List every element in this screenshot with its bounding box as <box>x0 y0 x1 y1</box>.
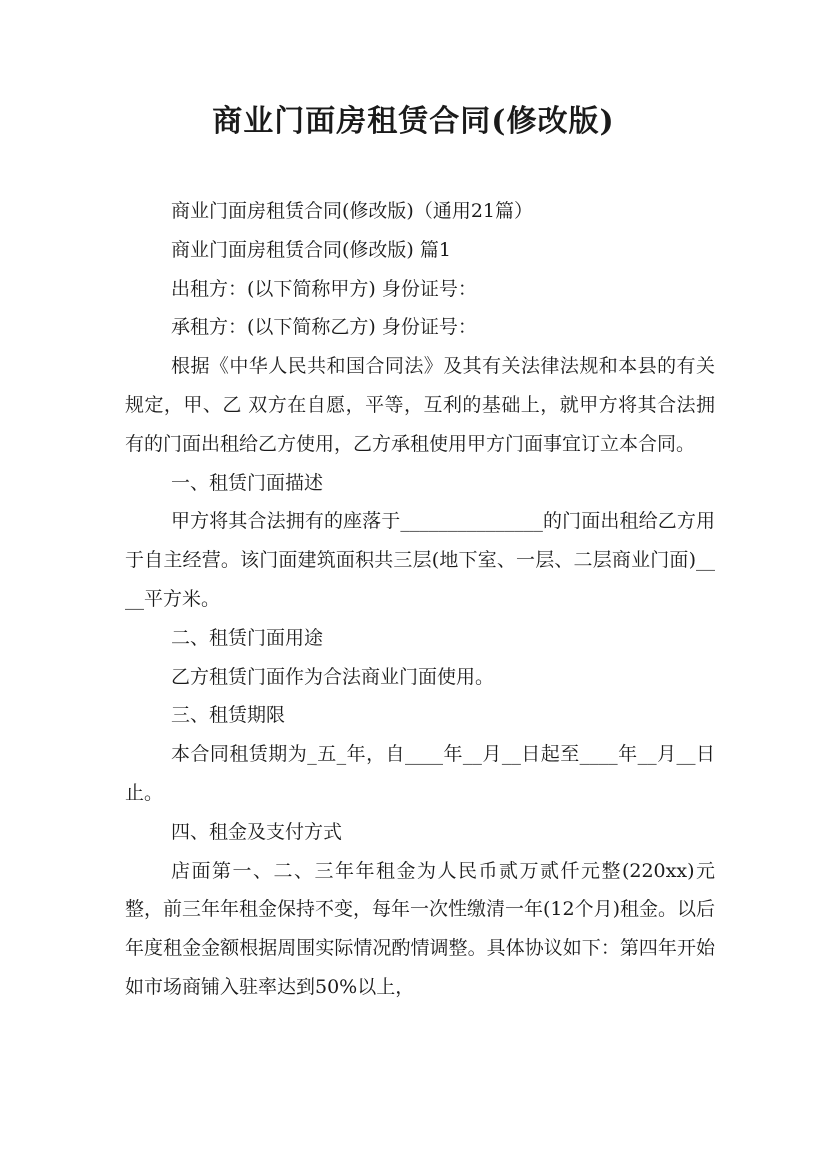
paragraph-clause-1: 甲方将其合法拥有的座落于_______________的门面出租给乙方用于自主经营。该门面建筑面积共三层(地下室、一层、二层商业门面)____平方米。 <box>125 510 715 610</box>
paragraph-lessor: 出租方：(以下简称甲方) 身份证号： <box>171 277 477 300</box>
paragraph-subtitle: 商业门面房租赁合同(修改版)（通用21篇） <box>171 200 534 222</box>
paragraph-section-heading: 商业门面房租赁合同(修改版) 篇1 <box>171 238 451 261</box>
paragraph-preamble: 根据《中华人民共和国合同法》及其有关法律法规和本县的有关规定，甲、乙 双方在自愿，平等，互利的基础上，就甲方将其合法拥有的门面出租给乙方使用，乙方承租使用甲方门面事宜订立本合同。 <box>125 355 715 455</box>
paragraph-clause-3: 本合同租赁期为_五_年，自____年__月__日起至____年__月__日止。 <box>125 743 715 804</box>
paragraph-lessee: 承租方：(以下简称乙方) 身份证号： <box>171 316 477 339</box>
heading-clause-3: 三、租赁期限 <box>171 704 286 727</box>
heading-clause-4: 四、租金及支付方式 <box>171 820 343 843</box>
document-title: 商业门面房租赁合同(修改版) <box>212 104 615 139</box>
heading-clause-1: 一、租赁门面描述 <box>171 471 324 494</box>
document-body <box>125 192 715 1007</box>
paragraph-clause-4: 店面第一、二、三年年租金为人民币贰万贰仟元整(220xx)元整，前三年年租金保持不变，每年一次性缴清一年(12个月)租金。以后年度租金金额根据周围实际情况酌情调整。具体协议如下：第四年开始如市场商铺入驻率达到50%以上， <box>125 859 716 998</box>
paragraph-clause-2: 乙方租赁门面作为合法商业门面使用。 <box>171 665 495 688</box>
heading-clause-2: 二、租赁门面用途 <box>171 626 324 649</box>
